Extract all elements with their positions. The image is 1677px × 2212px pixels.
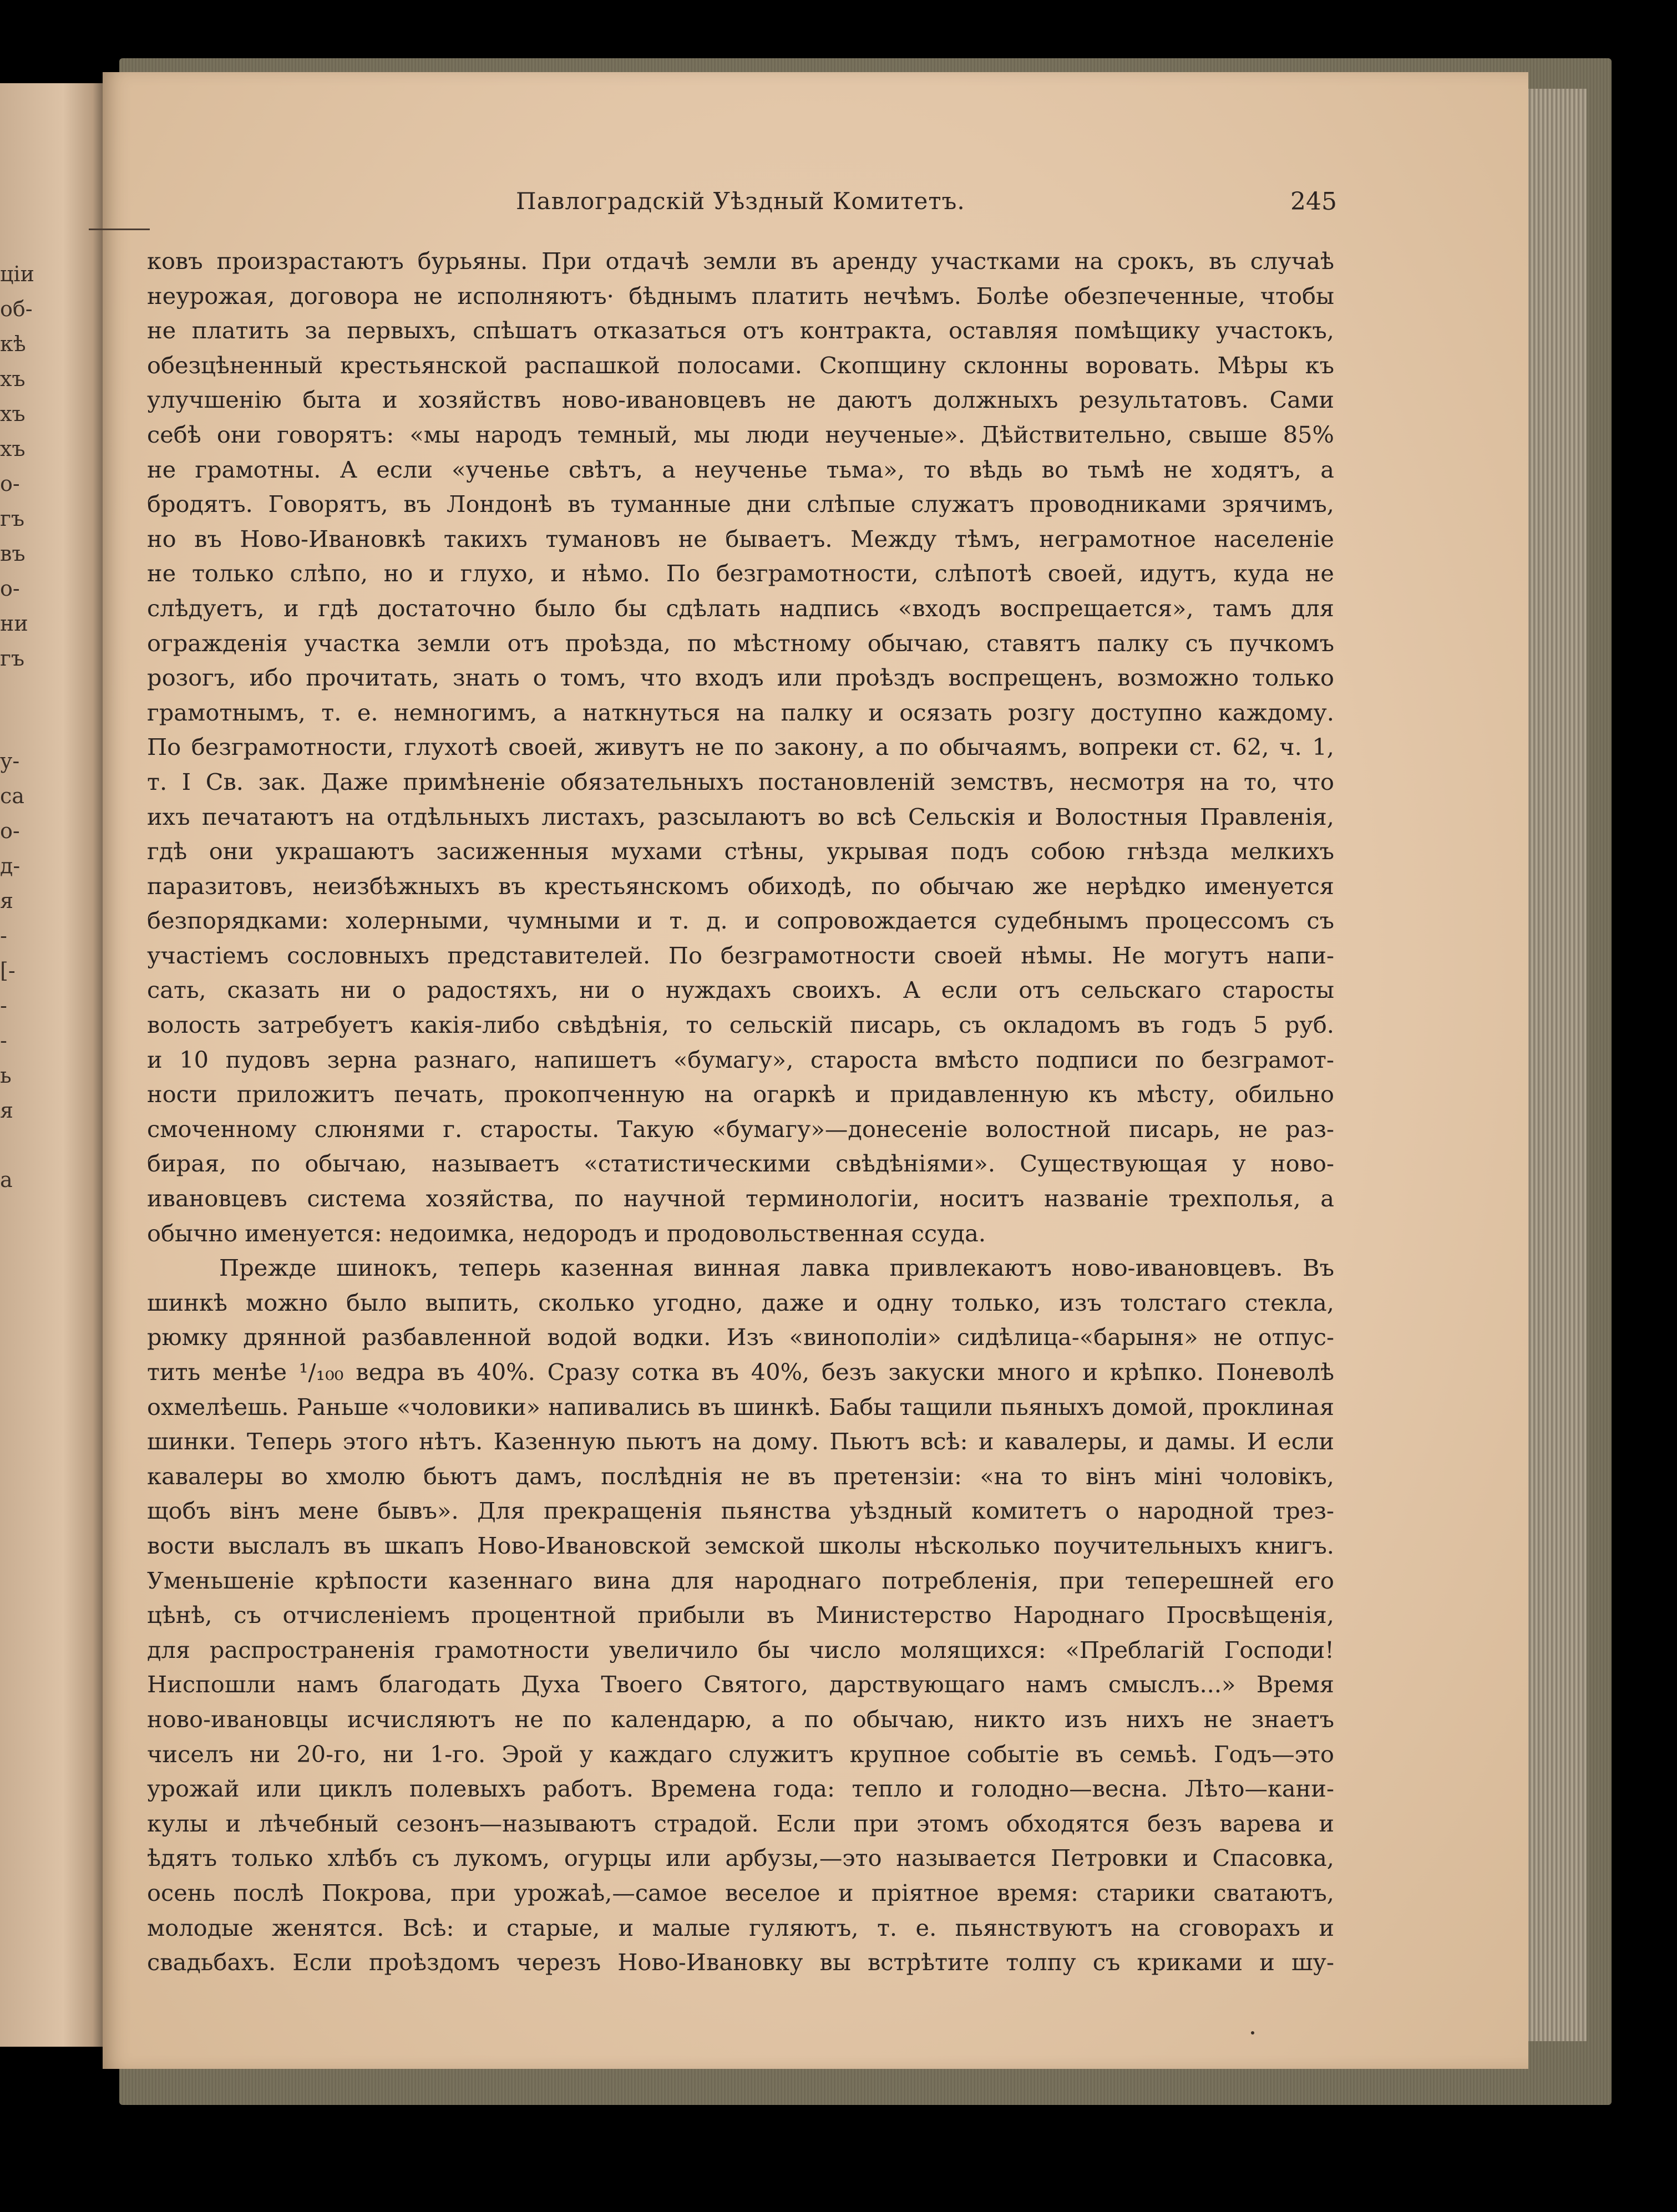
left-page-fragment: о-	[0, 576, 20, 601]
text-line: волость затребуетъ какія-либо свѣдѣнія, то сельскій писарь, съ окладомъ въ годъ 5 руб.	[147, 1011, 1334, 1039]
left-page-fragment: -	[0, 1028, 7, 1053]
text-line: урожай или циклъ полевыхъ работъ. Времена года: тепло и голодно—весна. Лѣто—кани-	[147, 1775, 1334, 1803]
left-page-fragment: гъ	[0, 646, 25, 671]
text-line: безпорядками: холерными, чумными и т. д. и сопровождается судебнымъ процессомъ съ	[147, 907, 1334, 935]
text-line: ковъ произрастаютъ бурьяны. При отдачѣ земли въ аренду участками на срокъ, въ случаѣ	[147, 247, 1334, 275]
text-line: ивановцевъ система хозяйства, по научной терминологіи, носитъ названіе трехполья, а	[147, 1185, 1334, 1212]
text-line: цѣнѣ, съ отчисленіемъ процентной прибыли въ Министерство Народнаго Просвѣщенія,	[147, 1601, 1334, 1629]
left-page-fragment: хъ	[0, 367, 26, 391]
text-line: для распространенія грамотности увеличило бы число молящихся: «Преблагій Господи!	[147, 1636, 1334, 1663]
text-line: и 10 пудовъ зерна разнаго, напишетъ «бумагу», староста вмѣсто подписи по безграмот-	[147, 1046, 1334, 1073]
text-line: ихъ печатаютъ на отдѣльныхъ листахъ, разсылаютъ во всѣ Сельскія и Волостныя Правленія,	[147, 803, 1334, 830]
left-page-fragment: ь	[0, 1063, 12, 1088]
text-line: улучшенію быта и хозяйствъ ново-ивановцевъ не даютъ должныхъ результатовъ. Сами	[147, 386, 1334, 414]
left-page-fragment: кѣ	[0, 332, 26, 356]
left-page-fragment: ни	[0, 611, 28, 636]
left-page-fragment: я	[0, 889, 13, 913]
ink-speck	[1251, 2031, 1254, 2035]
left-page-fragment: -	[0, 924, 7, 948]
text-line: Уменьшеніе крѣпости казеннаго вина для народнаго потребленія, при теперешней его	[147, 1566, 1334, 1594]
text-line	[147, 1980, 1334, 2015]
text-line: себѣ они говорятъ: «мы народъ темный, мы люди неученые». Дѣйствительно, свыше 85%	[147, 420, 1334, 448]
body-text	[147, 244, 1334, 2015]
text-line: молодые женятся. Всѣ: и старые, и малые гуляютъ, т. е. пьянствуютъ на сговорахъ и	[147, 1914, 1334, 1941]
left-page-fragment: я	[0, 1098, 13, 1123]
left-page-fragment: а	[0, 1168, 13, 1192]
text-line: свадьбахъ. Если проѣздомъ черезъ Ново-Ивановку вы встрѣтите толпу съ криками и шу-	[147, 1949, 1334, 1976]
text-line: кулы и лѣчебный сезонъ—называютъ страдой. Если при этомъ обходятся безъ варева и	[147, 1809, 1334, 1837]
left-page-fragment: хъ	[0, 437, 26, 461]
left-page-fragment: -	[0, 993, 7, 1018]
left-page-fragment: у-	[0, 749, 20, 773]
text-line: смоченному слюнями г. старосты. Такую «бумагу»—донесеніе волостной писарь, не раз-	[147, 1115, 1334, 1143]
left-page-fragment: ціи	[0, 262, 34, 286]
text-line: слѣдуетъ, и гдѣ достаточно было бы сдѣлать надпись «входъ воспрещается», тамъ для	[147, 594, 1334, 622]
left-page-fragment: въ	[0, 541, 26, 566]
left-page-fragment: са	[0, 784, 24, 808]
text-line: чиселъ ни 20-го, ни 1-го. Эрой у каждаго служитъ крупное событіе въ семьѣ. Годъ—это	[147, 1740, 1334, 1768]
left-page	[0, 83, 105, 2047]
left-page-fragment: об-	[0, 297, 33, 321]
text-line: осень послѣ Покрова, при урожаѣ,—самое веселое и пріятное время: старики сватаютъ,	[147, 1879, 1334, 1906]
text-line: щобъ вінъ мене бывъ». Для прекращенія пьянства уѣздный комитетъ о народной трез-	[147, 1497, 1334, 1525]
text-line: Ниспошли намъ благодать Духа Твоего Святого, дарствующаго намъ смыслъ...» Время	[147, 1671, 1334, 1698]
page-number: 245	[1290, 187, 1337, 216]
running-header	[139, 183, 1337, 222]
text-line: ново-ивановцы исчисляютъ не по календарю, а по обычаю, никто изъ нихъ не знаетъ	[147, 1705, 1334, 1733]
text-line: тить менѣе ¹/₁₀₀ ведра въ 40%. Сразу сотка въ 40%, безъ закуски много и крѣпко. Поневолѣ	[147, 1358, 1334, 1386]
text-line: ности приложитъ печать, прокопченную на огаркѣ и придавленную къ мѣсту, обильно	[147, 1080, 1334, 1108]
text-line: но въ Ново-Ивановкѣ такихъ тумановъ не бываетъ. Между тѣмъ, неграмотное населеніе	[147, 525, 1334, 552]
text-line: т. I Св. зак. Даже примѣненіе обязательныхъ постановленій земствъ, несмотря на то, что	[147, 768, 1334, 795]
text-line: гдѣ они украшаютъ засиженныя мухами стѣны, укрывая подъ собою гнѣзда мелкихъ	[147, 838, 1334, 865]
text-line: обычно именуется: недоимка, недородъ и продовольственная ссуда.	[147, 1219, 986, 1247]
text-line: грамотнымъ, т. е. немногимъ, а наткнуться на палку и осязать розгу доступно каждому.	[147, 698, 1334, 726]
text-line: шинкѣ можно было выпить, сколько угодно, даже и одну только, изъ толстаго стекла,	[147, 1288, 1334, 1316]
left-page-fragment: д-	[0, 854, 21, 878]
text-line: бродятъ. Говорятъ, въ Лондонѣ въ туманные дни слѣпые служатъ проводниками зрячимъ,	[147, 490, 1334, 518]
left-page-fragment: о-	[0, 471, 20, 496]
left-page-fragment: хъ	[0, 402, 26, 426]
text-line: вости выслалъ въ шкапъ Ново-Ивановской земской школы нѣсколько поучительныхъ книгъ.	[147, 1531, 1334, 1559]
left-page-fragment: о-	[0, 819, 20, 843]
header-rule	[89, 229, 150, 230]
text-line: бирая, по обычаю, называетъ «статистическими свѣдѣніями». Существующая у ново-	[147, 1150, 1334, 1178]
left-page-fragment: гъ	[0, 506, 25, 531]
text-line: охмелѣешь. Раньше «чоловики» напивались въ шинкѣ. Бабы тащили пьяныхъ домой, проклиная	[147, 1393, 1334, 1420]
text-line: розогъ, ибо прочитать, знать о томъ, что входъ или проѣздъ воспрещенъ, возможно только	[147, 664, 1334, 692]
text-line: паразитовъ, неизбѣжныхъ въ крестьянскомъ обиходѣ, по обычаю же нерѣдко именуется	[147, 872, 1334, 900]
text-line: По безграмотности, глухотѣ своей, живутъ не по закону, а по обычаямъ, вопреки ст. 62, ч. 1,	[147, 733, 1334, 761]
running-title: Павлоградскій Уѣздный Комитетъ.	[516, 187, 965, 215]
left-page-fragment: [-	[0, 958, 16, 983]
text-line: ѣдятъ только хлѣбъ съ лукомъ, огурцы или арбузы,—это называется Петровки и Спасовка,	[147, 1844, 1334, 1872]
text-line: кавалеры во хмолю бьютъ дамъ, послѣднія не въ претензіи: «на то вінъ міні чоловікъ,	[147, 1462, 1334, 1490]
text-line: Прежде шинокъ, теперь казенная винная лавка привлекаютъ ново-ивановцевъ. Въ	[219, 1254, 1334, 1282]
text-line: не грамотны. А если «ученье свѣтъ, а неученье тьма», то вѣдь во тьмѣ не ходятъ, а	[147, 455, 1334, 483]
text-line: неурожая, договора не исполняютъ· бѣднымъ платить нечѣмъ. Болѣе обезпеченные, чтобы	[147, 282, 1334, 310]
text-line: сать, сказать ни о радостяхъ, ни о нуждахъ своихъ. А если отъ сельскаго старосты	[147, 976, 1334, 1004]
text-line: огражденія участка земли отъ проѣзда, по мѣстному обычаю, ставятъ палку съ пучкомъ	[147, 629, 1334, 657]
text-line: рюмку дрянной разбавленной водой водки. Изъ «винополіи» сидѣлица-«барыня» не отпус-	[147, 1323, 1334, 1351]
text-line: шинки. Теперь этого нѣтъ. Казенную пьютъ на дому. Пьютъ всѣ: и кавалеры, и дамы. И если	[147, 1428, 1334, 1455]
text-line: обезцѣненный крестьянской распашкой полосами. Скопщину склонны воровать. Мѣры къ	[147, 351, 1334, 379]
text-line: не платить за первыхъ, спѣшатъ отказаться отъ контракта, оставляя помѣщику участокъ,	[147, 317, 1334, 344]
text-line: участіемъ сословныхъ представителей. По безграмотности своей нѣмы. Не могутъ напи-	[147, 941, 1334, 969]
text-line: не только слѣпо, но и глухо, и нѣмо. По безграмотности, слѣпотѣ своей, идутъ, куда не	[147, 560, 1334, 587]
